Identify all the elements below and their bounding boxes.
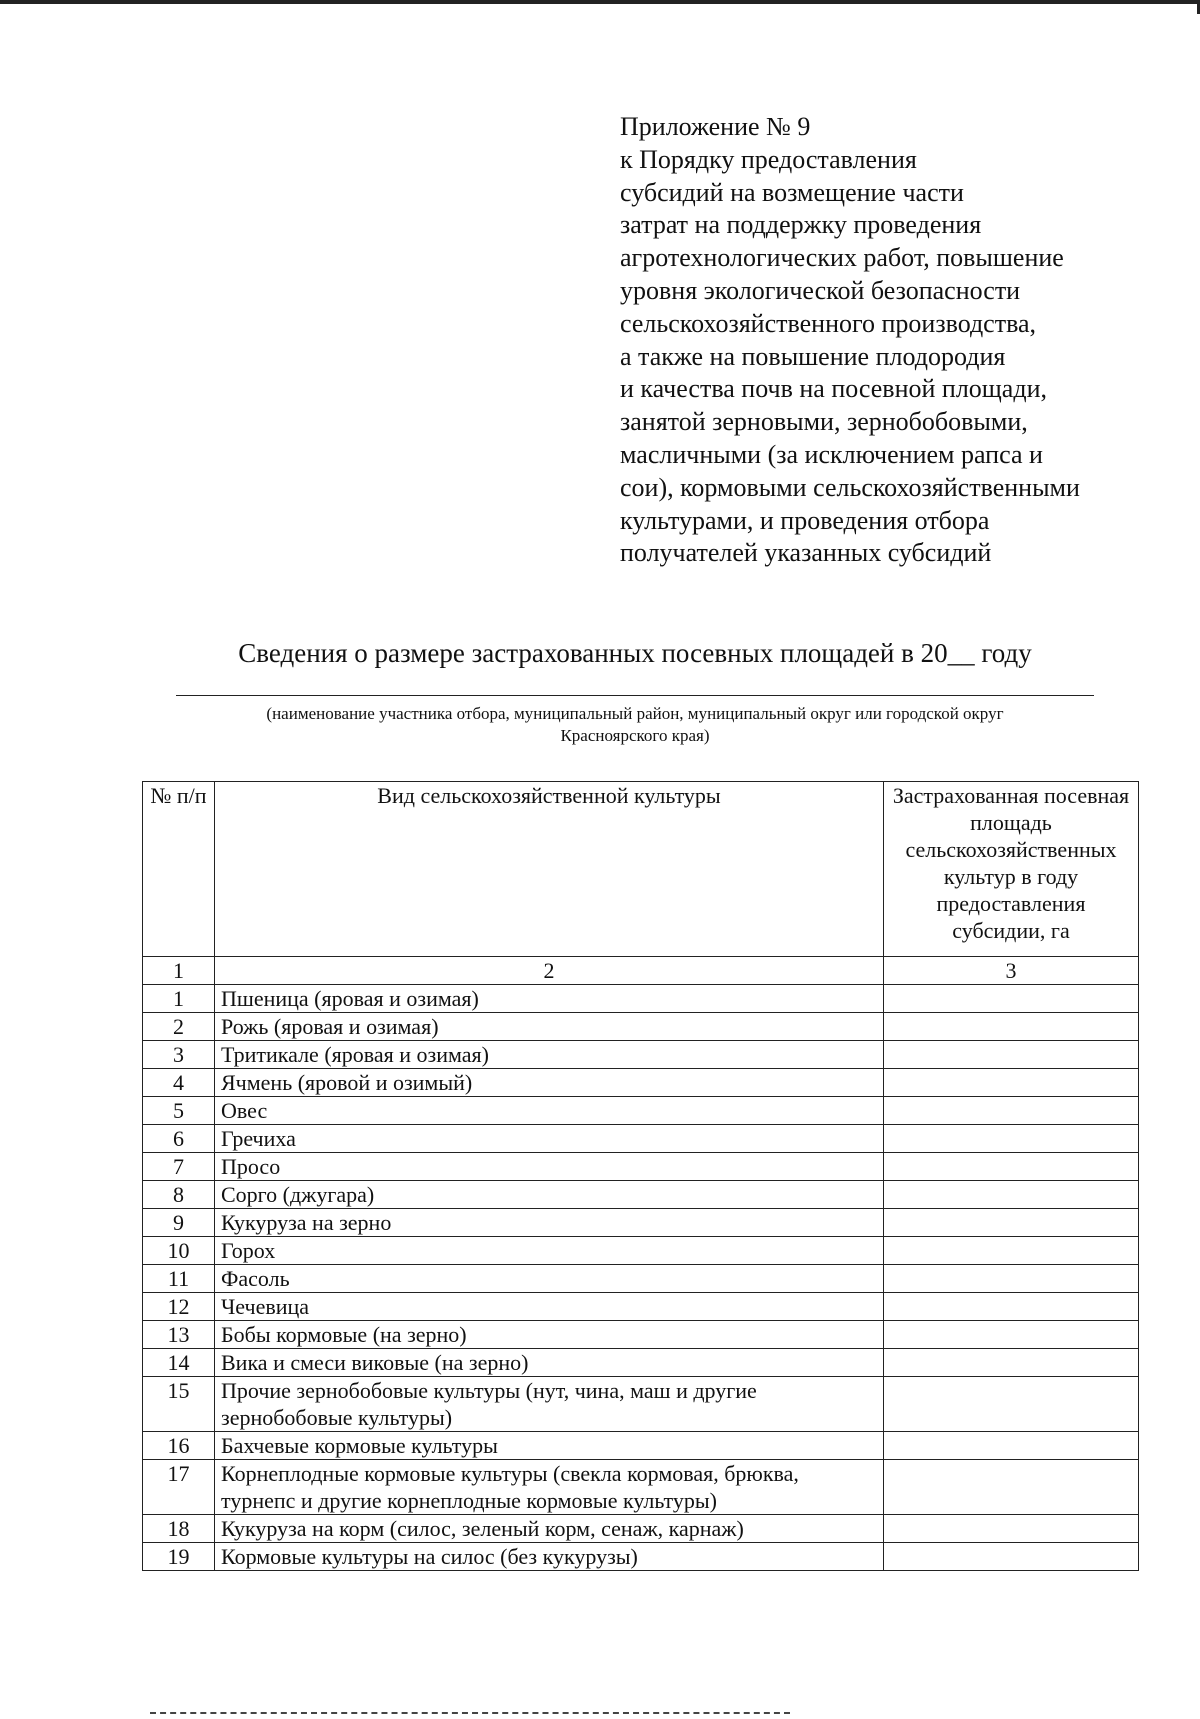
crop-name: Рожь (яровая и озимая) xyxy=(215,1013,884,1041)
crop-name: Ячмень (яровой и озимый) xyxy=(215,1069,884,1097)
table-header-row xyxy=(143,782,1139,957)
table-row xyxy=(143,1543,1139,1571)
caption-line: Красноярского края) xyxy=(560,726,710,745)
row-number: 7 xyxy=(143,1153,215,1181)
insured-areas-table xyxy=(142,781,1139,1571)
row-number: 15 xyxy=(143,1377,215,1432)
appendix-line: к Порядку предоставления xyxy=(620,144,917,174)
table-row xyxy=(143,1293,1139,1321)
insured-area-cell[interactable] xyxy=(884,1265,1139,1293)
table-row xyxy=(143,1515,1139,1543)
crop-name: Прочие зернобобовые культуры (нут, чина, маш и другие зернобобовые культуры) xyxy=(215,1377,884,1432)
insured-area-cell[interactable] xyxy=(884,1377,1139,1432)
appendix-line: сельскохозяйственного производства, xyxy=(620,308,1037,338)
table-row xyxy=(143,1237,1139,1265)
insured-area-cell[interactable] xyxy=(884,1293,1139,1321)
column-index: 3 xyxy=(884,957,1139,985)
row-number: 16 xyxy=(143,1432,215,1460)
row-number: 8 xyxy=(143,1181,215,1209)
row-number: 5 xyxy=(143,1097,215,1125)
row-number: 6 xyxy=(143,1125,215,1153)
insured-area-cell[interactable] xyxy=(884,1041,1139,1069)
insured-area-cell[interactable] xyxy=(884,1153,1139,1181)
insured-area-cell[interactable] xyxy=(884,985,1139,1013)
column-index: 1 xyxy=(143,957,215,985)
scan-bottom-artifact xyxy=(150,1712,790,1717)
appendix-line: занятой зерновыми, зернобобовыми, xyxy=(620,407,1028,437)
row-number: 4 xyxy=(143,1069,215,1097)
insured-area-cell[interactable] xyxy=(884,1013,1139,1041)
crop-name: Кормовые культуры на силос (без кукурузы) xyxy=(215,1543,884,1571)
insured-area-cell[interactable] xyxy=(884,1209,1139,1237)
participant-name-caption xyxy=(170,703,1100,747)
appendix-line: а также на повышение плодородия xyxy=(620,341,1006,371)
table-row xyxy=(143,1041,1139,1069)
caption-line: (наименование участника отбора, муниципальный район, муниципальный округ или городской округ xyxy=(266,704,1004,723)
header-num: № п/п xyxy=(143,782,215,957)
crop-name: Овес xyxy=(215,1097,884,1125)
appendix-line: агротехнологических работ, повышение xyxy=(620,243,1064,273)
table-row xyxy=(143,1181,1139,1209)
row-number: 19 xyxy=(143,1543,215,1571)
crop-name: Чечевица xyxy=(215,1293,884,1321)
insured-area-cell[interactable] xyxy=(884,1237,1139,1265)
table-row xyxy=(143,1097,1139,1125)
insured-area-cell[interactable] xyxy=(884,1181,1139,1209)
header-area: Застрахованная посевная площадь сельскохозяйственных культур в году предоставления субсидии, га xyxy=(884,782,1139,957)
insured-area-cell[interactable] xyxy=(884,1515,1139,1543)
insured-area-cell[interactable] xyxy=(884,1349,1139,1377)
crop-name: Кукуруза на корм (силос, зеленый корм, сенаж, карнаж) xyxy=(215,1515,884,1543)
crop-name: Сорго (джугара) xyxy=(215,1181,884,1209)
crop-name: Бобы кормовые (на зерно) xyxy=(215,1321,884,1349)
row-number: 12 xyxy=(143,1293,215,1321)
row-number: 9 xyxy=(143,1209,215,1237)
crop-name: Фасоль xyxy=(215,1265,884,1293)
crop-name: Просо xyxy=(215,1153,884,1181)
crop-name: Кукуруза на зерно xyxy=(215,1209,884,1237)
insured-area-cell[interactable] xyxy=(884,1097,1139,1125)
document-title: Сведения о размере застрахованных посевных площадей в 20__ году xyxy=(238,638,1032,668)
table-row xyxy=(143,1125,1139,1153)
insured-area-cell[interactable] xyxy=(884,1321,1139,1349)
participant-name-line xyxy=(176,695,1094,696)
table-row xyxy=(143,1321,1139,1349)
crop-name: Корнеплодные кормовые культуры (свекла кормовая, брюква, турнепс и другие корнеплодные кормовые культуры) xyxy=(215,1460,884,1515)
insured-area-cell[interactable] xyxy=(884,1543,1139,1571)
table-row xyxy=(143,1349,1139,1377)
scan-top-border xyxy=(0,0,1200,4)
appendix-block xyxy=(620,111,1180,570)
appendix-line: затрат на поддержку проведения xyxy=(620,210,982,240)
appendix-line: уровня экологической безопасности xyxy=(620,275,1021,305)
appendix-line: культурами, и проведения отбора xyxy=(620,505,990,535)
row-number: 10 xyxy=(143,1237,215,1265)
crop-name: Бахчевые кормовые культуры xyxy=(215,1432,884,1460)
row-number: 2 xyxy=(143,1013,215,1041)
table-row xyxy=(143,1209,1139,1237)
row-number: 17 xyxy=(143,1460,215,1515)
crop-name: Горох xyxy=(215,1237,884,1265)
crop-name: Гречиха xyxy=(215,1125,884,1153)
appendix-line: субсидий на возмещение части xyxy=(620,177,964,207)
appendix-line: получателей указанных субсидий xyxy=(620,538,992,568)
appendix-line: масличными (за исключением рапса и xyxy=(620,439,1043,469)
table-row xyxy=(143,1432,1139,1460)
table-row xyxy=(143,1069,1139,1097)
column-index: 2 xyxy=(215,957,884,985)
crop-name: Вика и смеси виковые (на зерно) xyxy=(215,1349,884,1377)
crop-name: Тритикале (яровая и озимая) xyxy=(215,1041,884,1069)
insured-area-cell[interactable] xyxy=(884,1460,1139,1515)
table-row xyxy=(143,1265,1139,1293)
appendix-line: Приложение № 9 xyxy=(620,112,811,141)
column-index-row xyxy=(143,957,1139,985)
row-number: 1 xyxy=(143,985,215,1013)
header-crop: Вид сельскохозяйственной культуры xyxy=(215,782,884,957)
table-row xyxy=(143,1460,1139,1515)
row-number: 14 xyxy=(143,1349,215,1377)
row-number: 18 xyxy=(143,1515,215,1543)
insured-area-cell[interactable] xyxy=(884,1432,1139,1460)
insured-area-cell[interactable] xyxy=(884,1069,1139,1097)
table-row xyxy=(143,1153,1139,1181)
table-row xyxy=(143,1013,1139,1041)
row-number: 11 xyxy=(143,1265,215,1293)
row-number: 13 xyxy=(143,1321,215,1349)
appendix-line: и качества почв на посевной площади, xyxy=(620,374,1047,404)
row-number: 3 xyxy=(143,1041,215,1069)
table-row xyxy=(143,985,1139,1013)
crop-name: Пшеница (яровая и озимая) xyxy=(215,985,884,1013)
table-row xyxy=(143,1377,1139,1432)
insured-area-cell[interactable] xyxy=(884,1125,1139,1153)
appendix-line: сои), кормовыми сельскохозяйственными xyxy=(620,472,1080,502)
